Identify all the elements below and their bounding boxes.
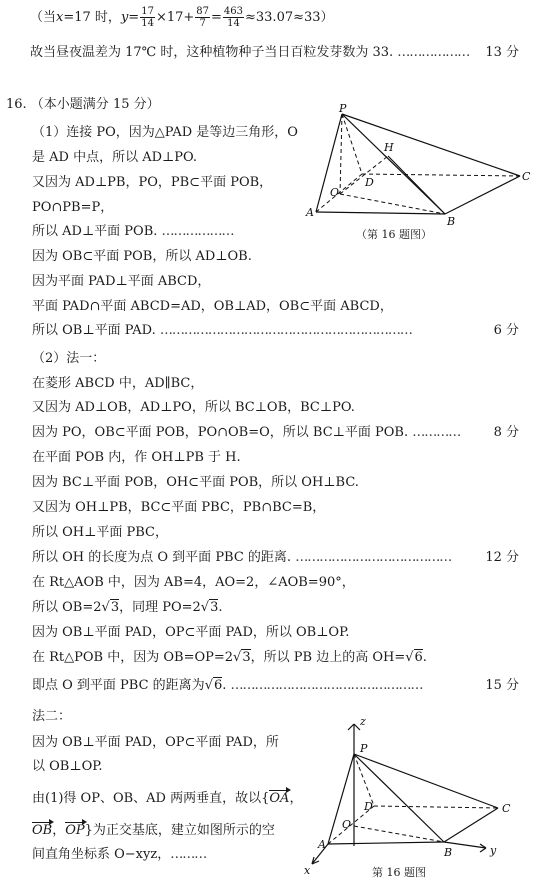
solution-line: 因为 OB⊂平面 POB，所以 AD⊥OB. — [32, 249, 252, 264]
text-segment: x — [56, 10, 64, 25]
fraction-numerator: 87 — [196, 6, 209, 17]
pyramid-figure-2 — [290, 716, 530, 876]
figure-label: A — [318, 838, 326, 851]
text-segment: =17 时， — [63, 10, 121, 25]
solution-line: 因为平面 PAD⊥平面 ABCD， — [32, 274, 211, 289]
radicand: 6 — [213, 678, 223, 693]
figure-label: H — [384, 141, 394, 154]
radicand: 3 — [110, 600, 120, 615]
figure-label: O — [342, 818, 352, 831]
solution-line — [32, 549, 451, 567]
solution-line: 是 AD 中点，所以 AD⊥PO. — [32, 150, 198, 165]
line-text: 故当昼夜温差为 17℃ 时，这种植物种子当日百粒发芽数为 33. — [30, 45, 394, 60]
text-segment: y — [120, 10, 129, 25]
solution-line: 又因为 AD⊥PB，PO，PB⊂平面 POB， — [32, 175, 273, 190]
figure-label: A — [306, 206, 314, 219]
figure-label: D — [364, 800, 373, 813]
solution-line: 平面 PAD∩平面 ABCD=AD，OB⊥AD，OB⊂平面 ABCD， — [32, 299, 393, 314]
solution-line: 法二： — [32, 709, 72, 724]
radicand: 3 — [210, 600, 219, 615]
question-heading: 16. （本小题满分 15 分） — [6, 97, 160, 112]
text-segment: = — [211, 10, 222, 25]
line-text: 所以 OH 的长度为点 O 到平面 PBC 的距离. — [32, 550, 292, 565]
text-segment: ，所以 PB 边上的高 OH= — [250, 650, 406, 665]
solution-line: （2）法一： — [32, 351, 106, 366]
solution-line — [30, 44, 469, 62]
fraction — [140, 6, 155, 29]
solution-line: 所以 OB=2√3，同理 PO=2√3. — [32, 600, 223, 615]
figure-label: P — [360, 742, 368, 755]
leader-dots: ………… — [412, 425, 461, 440]
fraction-denominator: 14 — [141, 18, 154, 29]
score-mark: 13 分 — [485, 45, 519, 60]
solution-line: 在菱形 ABCD 中，AD∥BC， — [32, 376, 204, 391]
fraction-denominator: 14 — [227, 18, 240, 29]
solution-line: 以 OB⊥OP. — [32, 759, 103, 774]
text-segment: ， — [289, 791, 303, 806]
figure-label: B — [444, 846, 453, 859]
solution-line — [32, 223, 234, 241]
score-mark: 15 分 — [485, 678, 519, 693]
text-segment: 即点 O 到平面 PBC 的距离为 — [32, 678, 205, 693]
figure-label: P — [339, 104, 347, 115]
figure-caption: 第 16 题图 — [372, 866, 426, 879]
solution-line: 又因为 OH⊥PB，BC⊂平面 PBC，PB∩BC=B， — [32, 500, 326, 515]
solution-line: 因为 OB⊥平面 PAD，OP⊂平面 PAD，所以 OB⊥OP. — [32, 625, 350, 640]
text-segment: （当 — [30, 10, 57, 25]
leader-dots: ……………… — [161, 224, 234, 239]
figure-label: C — [522, 170, 530, 183]
figure-label: x — [304, 864, 311, 876]
solution-line — [32, 424, 460, 442]
fraction — [223, 6, 244, 29]
score-mark: 12 分 — [485, 550, 519, 565]
text-segment: = — [128, 10, 140, 25]
figure-label: z — [360, 716, 366, 728]
vector-symbol: OB — [32, 823, 53, 838]
figure-caption: （第 16 题图） — [356, 228, 432, 241]
text-segment: ≈33.07≈33） — [245, 10, 334, 25]
leader-dots: ……… — [170, 847, 207, 862]
score-mark: 8 分 — [493, 425, 519, 440]
solution-line: 所以 OH⊥平面 PBC， — [32, 525, 168, 540]
leader-dots: ……………… — [397, 45, 470, 60]
figure-label: y — [490, 844, 497, 857]
solution-line: 即点 O 到平面 PBC 的距离为√6. ………………………………………… — [32, 678, 423, 693]
solution-line — [32, 846, 206, 864]
solution-line — [32, 822, 275, 840]
radicand: 3 — [242, 650, 251, 665]
fraction-numerator: 463 — [223, 6, 243, 17]
fraction-denominator: 7 — [199, 18, 206, 29]
text-segment: ，同理 PO=2 — [119, 600, 201, 615]
solution-line: 在 Rt△POB 中，因为 OB=OP=2√3，所以 PB 边上的高 OH=√6. — [32, 650, 427, 665]
text-segment: 所以 OB=2 — [32, 600, 102, 615]
leader-dots: ……………………………………………………… — [159, 323, 412, 338]
text-segment: . — [222, 678, 227, 693]
text-segment: }为正交基底，建立如图所示的空 — [84, 823, 275, 838]
solution-line: （1）连接 PO，因为△PAD 是等边三角形，O — [32, 125, 298, 140]
vector-symbol: OA — [269, 791, 290, 806]
solution-line: 又因为 AD⊥OB，AD⊥PO，所以 BC⊥OB，BC⊥PO. — [32, 400, 355, 415]
vector-symbol: OP — [65, 823, 85, 838]
solution-line: 因为 BC⊥平面 POB，OH⊂平面 POB，所以 OH⊥BC. — [32, 475, 359, 490]
solution-line: 因为 OB⊥平面 PAD，OP⊂平面 PAD，所 — [32, 735, 279, 750]
fraction — [195, 6, 210, 29]
line-text: 所以 OB⊥平面 PAD. — [32, 323, 156, 338]
figure-label: O — [330, 186, 340, 199]
fraction-numerator: 17 — [141, 6, 154, 17]
leader-dots: ………………………………… — [295, 550, 452, 565]
line-text: 间直角坐标系 O−xyz， — [32, 847, 171, 862]
figure-label: D — [365, 176, 374, 189]
line-text: 所以 AD⊥平面 POB. — [32, 224, 158, 239]
score-mark: 6 分 — [493, 323, 519, 338]
solution-line-prev-calc — [30, 6, 334, 29]
text-segment: ×17+ — [155, 10, 195, 25]
text-segment: . — [218, 600, 223, 615]
text-segment: 在 Rt△POB 中，因为 OB=OP=2 — [32, 650, 234, 665]
text-segment: ， — [52, 823, 66, 838]
text-segment: 由(1)得 OP、OB、AD 两两垂直，故以{ — [32, 791, 270, 806]
solution-line: 在 Rt△AOB 中，因为 AB=4，AO=2，∠AOB=90°， — [32, 575, 355, 590]
pyramid-figure-1 — [300, 104, 530, 229]
solution-line: 在平面 POB 内，作 OH⊥PB 于 H. — [32, 450, 241, 465]
solution-line — [32, 322, 412, 340]
leader-dots: ………………………………………… — [230, 678, 423, 693]
figure-label: C — [502, 802, 511, 815]
solution-line: PO∩PB=P， — [32, 200, 114, 215]
text-segment: . — [422, 650, 427, 665]
solution-line — [32, 790, 302, 808]
radicand: 6 — [414, 650, 423, 665]
figure-label: B — [447, 215, 456, 228]
line-text: 因为 PO，OB⊂平面 POB，PO∩OB=O，所以 BC⊥平面 POB. — [32, 425, 409, 440]
